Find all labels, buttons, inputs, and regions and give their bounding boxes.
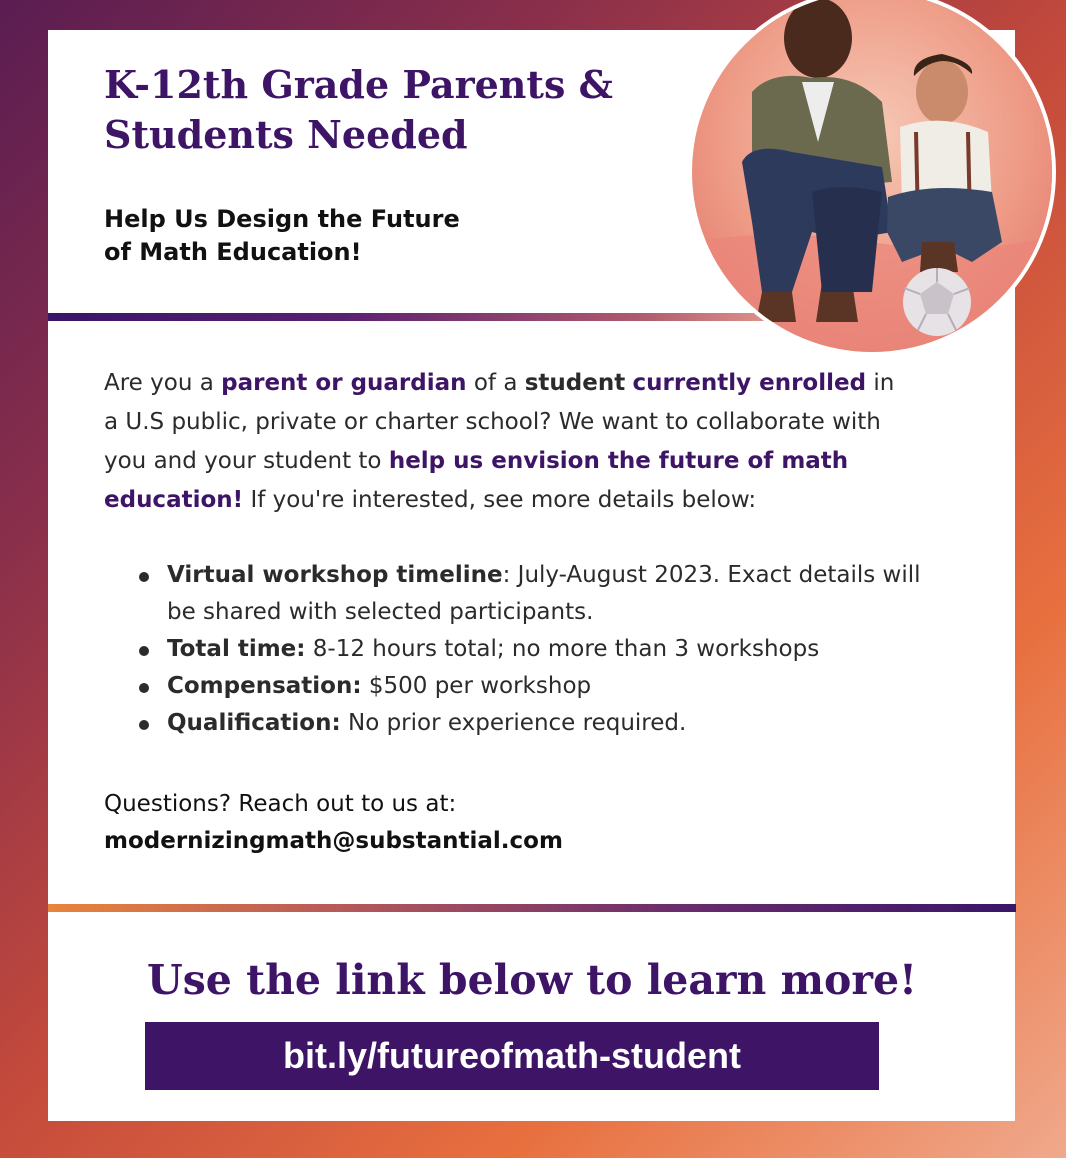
contact-prompt: Questions? Reach out to us at: xyxy=(104,791,457,817)
detail-text: 8-12 hours total; no more than 3 workshops xyxy=(305,636,820,662)
bullet-icon xyxy=(139,720,149,730)
list-item xyxy=(104,631,924,668)
bottom-divider xyxy=(48,904,1016,912)
detail-text: $500 per workshop xyxy=(361,673,592,699)
subtitle xyxy=(104,203,524,269)
intro-highlight-envision: help us envision the future of math education! xyxy=(104,448,849,513)
learn-more-link[interactable]: bit.ly/futureofmath-student xyxy=(145,1022,879,1090)
top-divider xyxy=(48,313,788,321)
intro-paragraph xyxy=(104,364,904,520)
intro-bold-student: student xyxy=(524,370,626,396)
contact-section xyxy=(104,786,804,860)
page-title: K-12th Grade Parents & Students Needed xyxy=(104,62,613,157)
detail-label: Total time: xyxy=(167,636,306,662)
intro-text-1: Are you a xyxy=(104,370,222,396)
details-list xyxy=(104,557,924,742)
intro-text-2: of a xyxy=(466,370,525,396)
intro-text-4: in a U.S public, private or charter school? We want to collaborate with you and your student to xyxy=(104,370,895,474)
intro-text-3 xyxy=(625,370,632,396)
parent-and-child-illustration-icon xyxy=(688,0,1056,356)
list-item xyxy=(104,705,924,742)
list-item xyxy=(104,668,924,705)
detail-text: : July-August 2023. Exact details will be shared with selected participants. xyxy=(167,562,921,625)
bullet-icon xyxy=(139,683,149,693)
hero-illustration-svg xyxy=(692,0,1052,352)
subtitle-line-2: of Math Education! xyxy=(104,238,362,266)
detail-label: Virtual workshop timeline xyxy=(167,562,503,588)
bullet-icon xyxy=(139,572,149,582)
intro-highlight-parent: parent or guardian xyxy=(221,370,467,396)
list-item xyxy=(104,557,924,631)
cta-heading: Use the link below to learn more! xyxy=(146,956,918,1004)
subtitle-line-1: Help Us Design the Future xyxy=(104,205,460,233)
contact-email[interactable]: modernizingmath@substantial.com xyxy=(104,828,563,854)
intro-text-5: If you're interested, see more details below: xyxy=(243,487,757,513)
detail-text: No prior experience required. xyxy=(340,710,687,736)
intro-highlight-enrolled: currently enrolled xyxy=(632,370,867,396)
detail-label: Compensation: xyxy=(167,673,362,699)
bullet-icon xyxy=(139,646,149,656)
detail-label: Qualification: xyxy=(167,710,341,736)
